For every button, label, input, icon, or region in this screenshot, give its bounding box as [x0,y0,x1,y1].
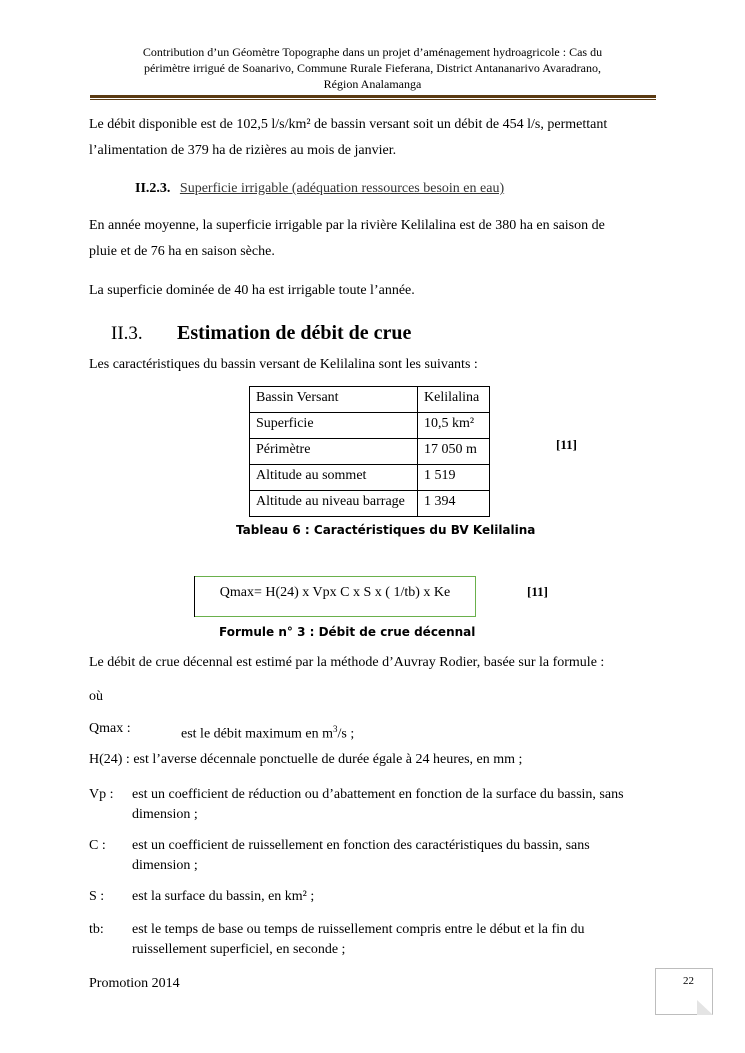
table-row [250,413,490,439]
irrigable-paragraph [89,213,649,265]
table-cell-value: 1 519 [418,465,490,491]
table-reference: [11] [556,437,577,452]
method-paragraph: Le débit de crue décennal est estimé par la méthode d’Auvray Rodier, basée sur la formule : [89,655,605,670]
section-title: Estimation de débit de crue [177,322,412,344]
formula-box [194,576,476,617]
ou-label: où [89,689,103,704]
definition-qmax-key: Qmax : [89,721,131,736]
formula-caption: Formule n° 3 : Débit de crue décennal [219,625,476,639]
table-cell-value: 10,5 km² [418,413,490,439]
subsection-number: II.2.3. [135,181,171,196]
page-curl-icon [697,1000,713,1015]
formula-box-left-border [194,576,195,617]
definition-c-key: C : [89,838,106,853]
definition-s-key: S : [89,889,105,904]
definition-vp [89,785,649,825]
bassin-intro: Les caractéristiques du bassin versant de Kelilalina sont les suivants : [89,357,478,372]
definition-tb-key: tb: [89,922,104,937]
irrigable-line-1: En année moyenne, la superficie irrigable par la rivière Kelilalina est de 380 ha en saison de [89,218,605,233]
intro-line-1: Le débit disponible est de 102,5 l/s/km² de bassin versant soit un débit de 454 l/s, permettant [89,117,608,132]
definition-s-desc: est la surface du bassin, en km² ; [132,889,315,904]
table-cell-value: 1 394 [418,491,490,517]
page-number: 22 [683,975,694,987]
definition-c-desc: est un coefficient de ruissellement en fonction des caractéristiques du bassin, sans dimension ; [132,838,590,873]
header-line-2: périmètre irrigué de Soanarivo, Commune Rurale Fieferana, District Antananarivo Avaradrano, [144,61,601,75]
definition-qmax-desc [181,719,354,745]
intro-line-2: l’alimentation de 379 ha de rizières au mois de janvier. [89,143,397,158]
header-rule-thick [90,95,656,98]
irrigable-line-3: La superficie dominée de 40 ha est irrigable toute l’année. [89,283,415,298]
intro-paragraph [89,112,649,164]
header-line-3: Région Analamanga [323,77,422,91]
qmax-desc-tail: /s ; [337,726,355,742]
qmax-desc-text: est le débit maximum en m [181,726,334,742]
irrigable-line-2: pluie et de 76 ha en saison sèche. [89,244,275,259]
table-cell-label: Bassin Versant [250,387,418,413]
section-heading [111,322,411,345]
table-cell-value: 17 050 m [418,439,490,465]
definition-vp-key: Vp : [89,787,114,802]
bassin-versant-table [249,386,490,517]
formula-text: Qmax= H(24) x Vpx C x S x ( 1/tb) x Ke [219,585,451,600]
definition-vp-desc: est un coefficient de réduction ou d’abattement en fonction de la surface du bassin, sans dimension ; [132,787,624,822]
subsection-heading [135,181,504,197]
definition-tb [89,920,649,960]
definition-tb-desc: est le temps de base ou temps de ruissellement compris entre le début et la fin du ruissellement superficiel, en seconde ; [132,922,585,957]
header-rule-thin [90,99,656,100]
table-cell-label: Superficie [250,413,418,439]
formula-reference: [11] [527,584,548,599]
table-row [250,491,490,517]
table-cell-label: Périmètre [250,439,418,465]
definition-qmax [89,719,649,742]
table-row [250,465,490,491]
definition-h24: H(24) : est l’averse décennale ponctuelle de durée égale à 24 heures, en mm ; [89,752,523,767]
definition-c [89,836,649,876]
footer-promotion: Promotion 2014 [89,976,180,991]
subsection-title: Superficie irrigable (adéquation ressources besoin en eau) [179,181,505,196]
table-row [250,439,490,465]
qmax-exponent: 3 [333,724,338,734]
page-header [90,44,655,92]
table-cell-value: Kelilalina [418,387,490,413]
section-number: II.3. [111,323,143,344]
table-row [250,387,490,413]
table-body [250,387,490,517]
header-line-1: Contribution d’un Géomètre Topographe dans un projet d’aménagement hydroagricole : Cas du [142,45,603,59]
table-cell-label: Altitude au niveau barrage [250,491,418,517]
definition-s [89,887,649,907]
table-cell-label: Altitude au sommet [250,465,418,491]
dominated-area-paragraph [89,278,649,304]
table-caption: Tableau 6 : Caractéristiques du BV Kelilalina [236,523,536,537]
